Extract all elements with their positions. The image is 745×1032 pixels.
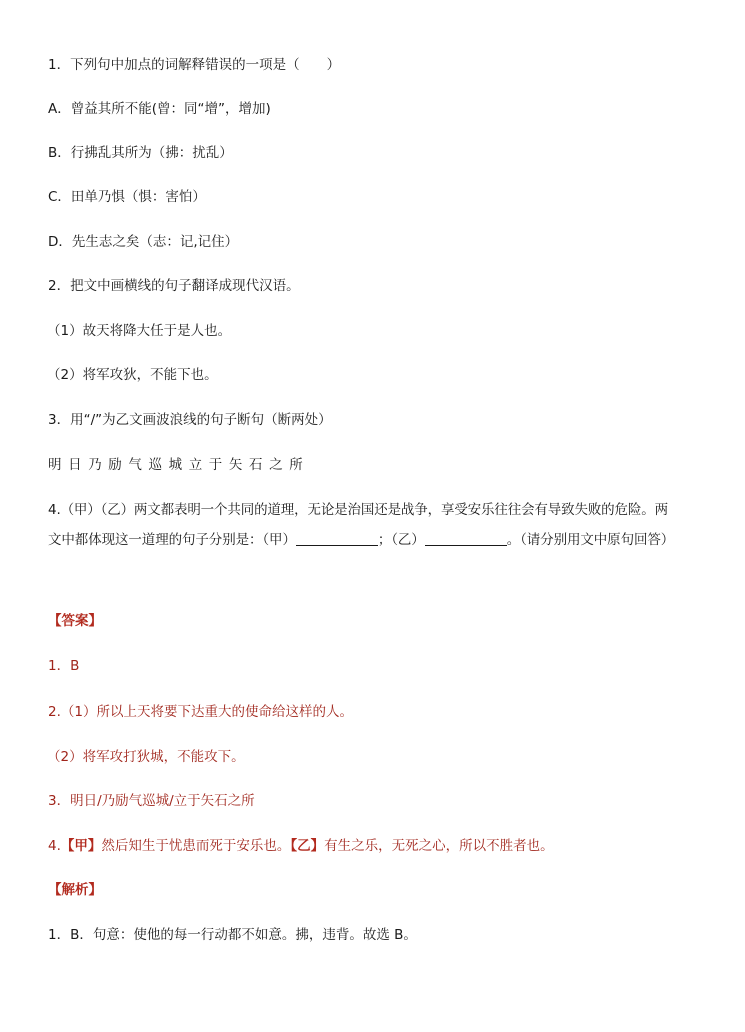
answer-4-tag-yi: 【乙】 — [290, 838, 325, 854]
answer-heading: 【答案】 — [48, 613, 102, 629]
question-1-option-a: A．曾益其所不能(曾：同“增”，增加) — [48, 101, 271, 117]
answer-1: 1．B — [48, 658, 80, 674]
answer-4-tag-jia: 【甲】 — [60, 838, 102, 854]
analysis-heading: 【解析】 — [48, 882, 102, 898]
question-2: 2．把文中画横线的句子翻译成现代汉语。 — [48, 278, 300, 294]
answer-4 — [48, 836, 554, 856]
analysis-1: 1．B．句意：使他的每一行动都不如意。拂，违背。故选 B。 — [48, 927, 417, 943]
answer-2-part-1: 2.（1）所以上天将要下达重大的使命给这样的人。 — [48, 704, 353, 720]
answer-2-part-2: （2）将军攻打狄城，不能攻下。 — [47, 749, 245, 765]
answer-blank-yi[interactable] — [425, 531, 507, 546]
answer-3: 3．明日/乃励气巡城/立于矢石之所 — [48, 793, 255, 809]
question-1-option-c: C．田单乃惧（惧：害怕） — [48, 189, 206, 205]
question-1-option-b: B．行拂乱其所为（拂：扰乱） — [48, 145, 233, 161]
question-4-line-2 — [48, 530, 674, 550]
question-4-prompt-b: ；（乙） — [377, 532, 425, 548]
question-2-part-2: （2）将军攻狄，不能下也。 — [47, 367, 218, 383]
question-1-option-d: D．先生志之矣（志：记,记住） — [48, 234, 239, 250]
question-3: 3．用“/”为乙文画波浪线的句子断句（断两处） — [48, 412, 332, 428]
question-4-prompt-a: 文中都体现这一道理的句子分别是：（甲） — [48, 532, 296, 548]
question-2-part-1: （1）故天将降大任于是人也。 — [47, 323, 232, 339]
question-4-prompt-c: 。（请分别用文中原句回答） — [506, 532, 675, 548]
answer-4-prefix: 4. — [48, 838, 61, 854]
question-3-sentence: 明日乃励气巡城立于矢石之所 — [48, 457, 310, 473]
question-1: 1．下列句中加点的词解释错误的一项是（ ） — [48, 57, 341, 73]
answer-blank-jia[interactable] — [296, 531, 378, 546]
answer-4-text-jia: 然后知生于忧患而死于安乐也。 — [101, 838, 291, 854]
question-4-line-1: 4.（甲）（乙）两文都表明一个共同的道理，无论是治国还是战争，享受安乐往往会有导致失败的危险。两 — [48, 502, 668, 518]
answer-4-text-yi: 有生之乐，无死之心，所以不胜者也。 — [324, 838, 554, 854]
